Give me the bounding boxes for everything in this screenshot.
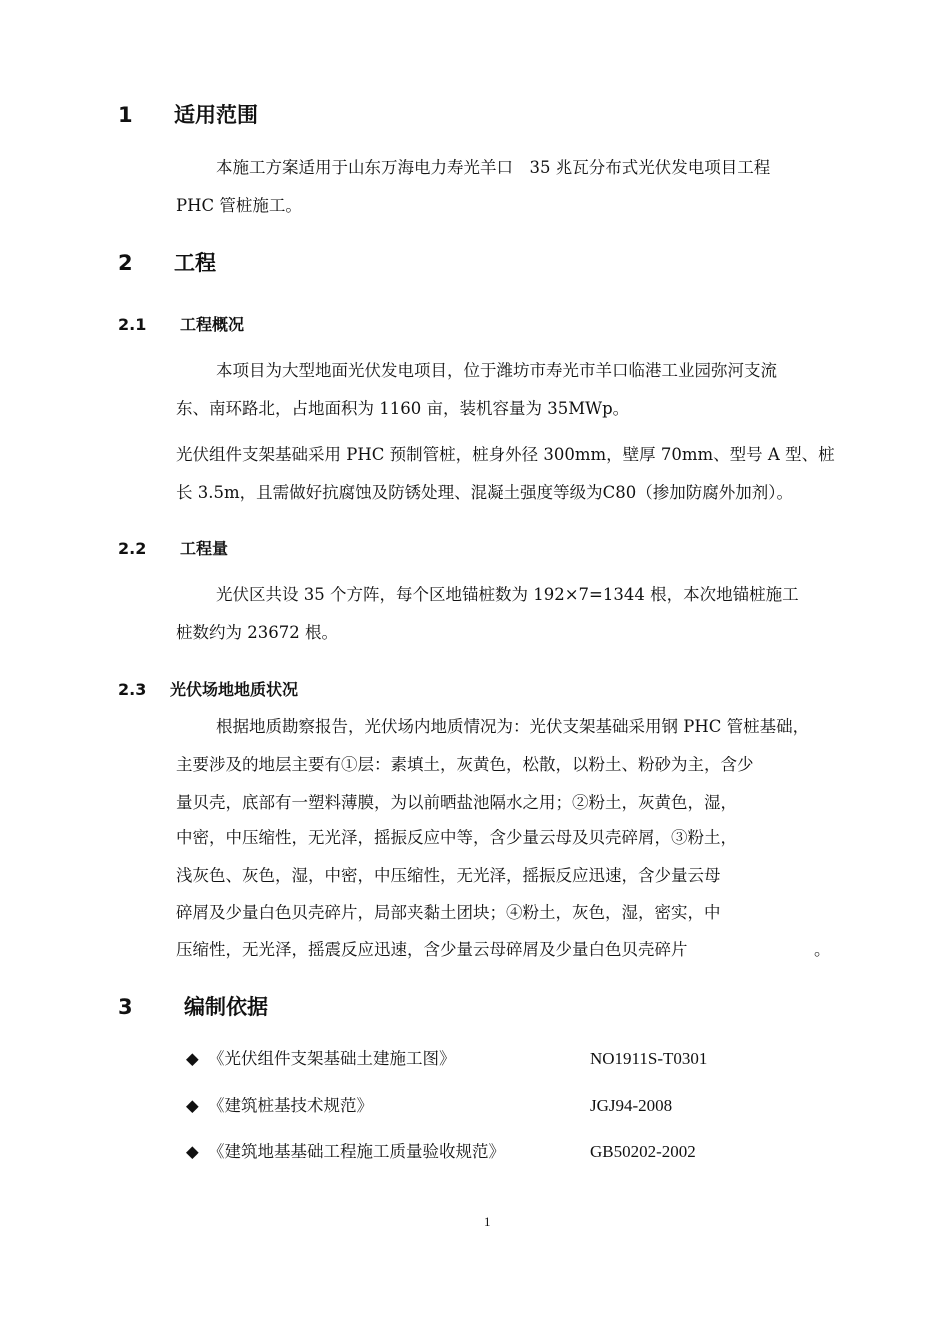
reference-item [186, 1048, 786, 1070]
paragraph-line: 光伏组件支架基础采用 PHC 预制管桩，桩身外径 300mm，壁厚 70mm、型号 A 型、桩 [176, 445, 835, 464]
paragraph-line: 长 3.5m，且需做好抗腐蚀及防锈处理、混凝土强度等级为C80（掺加防腐外加剂）。 [176, 483, 794, 502]
reference-name: 《建筑桩基技术规范》 [207, 1096, 373, 1115]
subsection-number: 2.1 [118, 315, 147, 334]
section-number: 3 [118, 995, 133, 1019]
subsection-title: 光伏场地地质状况 [170, 680, 299, 699]
paragraph-line: 主要涉及的地层主要有①层：素填土，灰黄色，松散，以粉土、粉砂为主，含少 [176, 755, 754, 774]
reference-item [186, 1095, 786, 1117]
subsection-number: 2.2 [118, 539, 147, 558]
paragraph-line: 本施工方案适用于山东万海电力寿光羊口 35 兆瓦分布式光伏发电项目工程 [216, 158, 771, 177]
reference-item [186, 1141, 786, 1163]
section-title: 编制依据 [184, 995, 268, 1019]
paragraph-line: 东、南环路北，占地面积为 1160 亩，装机容量为 35MWp。 [176, 399, 630, 418]
section-title: 适用范围 [174, 103, 258, 127]
reference-name: 《建筑地基基础工程施工质量验收规范》 [207, 1142, 505, 1161]
paragraph-line: 中密，中压缩性，无光泽，摇振反应中等，含少量云母及贝壳碎屑，③粉土， [176, 828, 737, 847]
reference-code: GB50202-2002 [590, 1142, 696, 1161]
paragraph-line: 碎屑及少量白色贝壳碎片，局部夹黏土团块；④粉土，灰色，湿，密实，中 [176, 903, 721, 922]
page-number: 1 [484, 1214, 491, 1229]
diamond-bullet-icon: ◆ [186, 1142, 199, 1161]
paragraph-line: 本项目为大型地面光伏发电项目，位于潍坊市寿光市羊口临港工业园弥河支流 [216, 361, 777, 380]
paragraph-line: 桩数约为 23672 根。 [176, 623, 338, 642]
section-title: 工程 [174, 251, 216, 275]
reference-code: NO1911S-T0301 [590, 1049, 708, 1068]
diamond-bullet-icon: ◆ [186, 1049, 199, 1068]
paragraph-line: 浅灰色、灰色，湿，中密，中压缩性，无光泽，摇振反应迅速，含少量云母 [176, 866, 721, 885]
paragraph-line: 根据地质勘察报告，光伏场内地质情况为：光伏支架基础采用钢 PHC 管桩基础， [216, 717, 810, 736]
subsection-number: 2.3 [118, 680, 147, 699]
paragraph-line: 压缩性，无光泽，摇震反应迅速，含少量云母碎屑及少量白色贝壳碎片 [176, 940, 688, 959]
paragraph-line: 光伏区共设 35 个方阵，每个区地锚桩数为 192×7=1344 根，本次地锚桩施工 [216, 585, 799, 604]
section-number: 1 [118, 103, 133, 127]
paragraph-line: PHC 管桩施工。 [176, 196, 302, 215]
subsection-title: 工程量 [180, 539, 229, 558]
paragraph-line: 量贝壳，底部有一塑料薄膜，为以前晒盐池隔水之用；②粉土，灰黄色，湿， [176, 793, 737, 812]
reference-name: 《光伏组件支架基础土建施工图》 [207, 1049, 456, 1068]
reference-code: JGJ94-2008 [590, 1096, 673, 1115]
diamond-bullet-icon: ◆ [186, 1096, 199, 1115]
paragraph-period: 。 [814, 940, 831, 959]
subsection-title: 工程概况 [180, 315, 245, 334]
section-number: 2 [118, 251, 133, 275]
